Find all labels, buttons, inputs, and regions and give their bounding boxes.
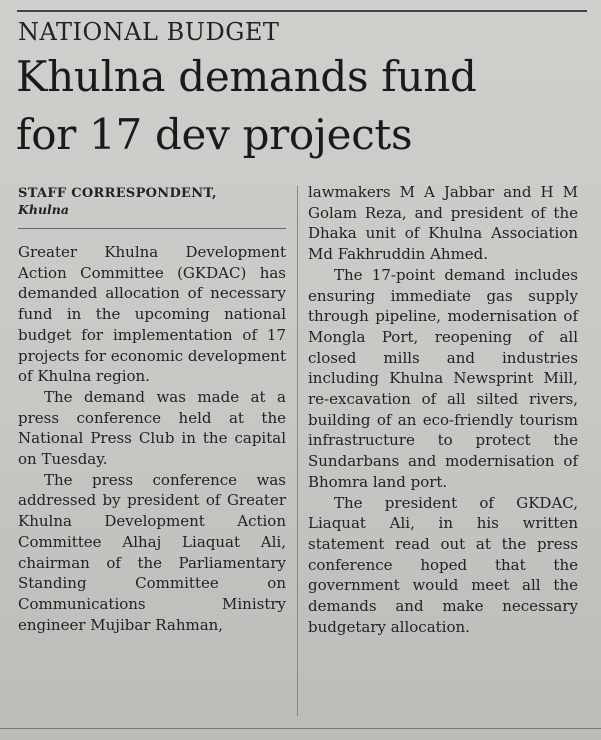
top-rule	[17, 10, 587, 12]
paragraph: The 17-point demand includes ensuring immediate gas supply through pipeline, modernisation of Mongla Port, reopening of all closed mills and industries including Khulna Newsprint Mill, re-excavation of all silted rivers, building of an eco-friendly tourism infrastructure to protect the Sundarbans and modernisation of Bhomra land port.	[308, 265, 578, 491]
headline-line-2: for 17 dev projects	[16, 110, 413, 159]
paragraph: The president of GKDAC, Liaquat Ali, in his written statement read out at the press conference hoped that the government would meet all the demands and make necessary budgetary allocation.	[308, 493, 578, 636]
paragraph: Greater Khulna Development Action Committee (GKDAC) has demanded allocation of necessary fund in the upcoming national budget for implementation of 17 projects for economic development of Khulna region.	[18, 243, 286, 386]
paragraph: lawmakers M A Jabbar and H M Golam Reza, and president of the Dhaka unit of Khulna Association Md Fakhruddin Ahmed.	[308, 183, 578, 264]
bottom-rule	[0, 728, 601, 729]
left-column	[18, 185, 286, 635]
headline	[16, 48, 596, 164]
headline-line-1: Khulna demands fund	[16, 52, 477, 101]
paragraph: The demand was made at a press conference held at the National Press Club in the capital on Tuesday.	[18, 387, 286, 469]
section-kicker: NATIONAL BUDGET	[18, 18, 280, 46]
byline: STAFF CORRESPONDENT,	[18, 186, 217, 201]
right-column	[308, 182, 578, 637]
dateline: Khulna	[18, 202, 69, 217]
byline-rule	[18, 228, 286, 229]
paragraph: The press conference was addressed by president of Greater Khulna Development Action Committee Alhaj Liaquat Ali, chairman of the Parliamentary Standing Committee on Communications Ministry engineer Mujibar Rahman,	[18, 470, 286, 634]
column-divider	[297, 186, 298, 716]
